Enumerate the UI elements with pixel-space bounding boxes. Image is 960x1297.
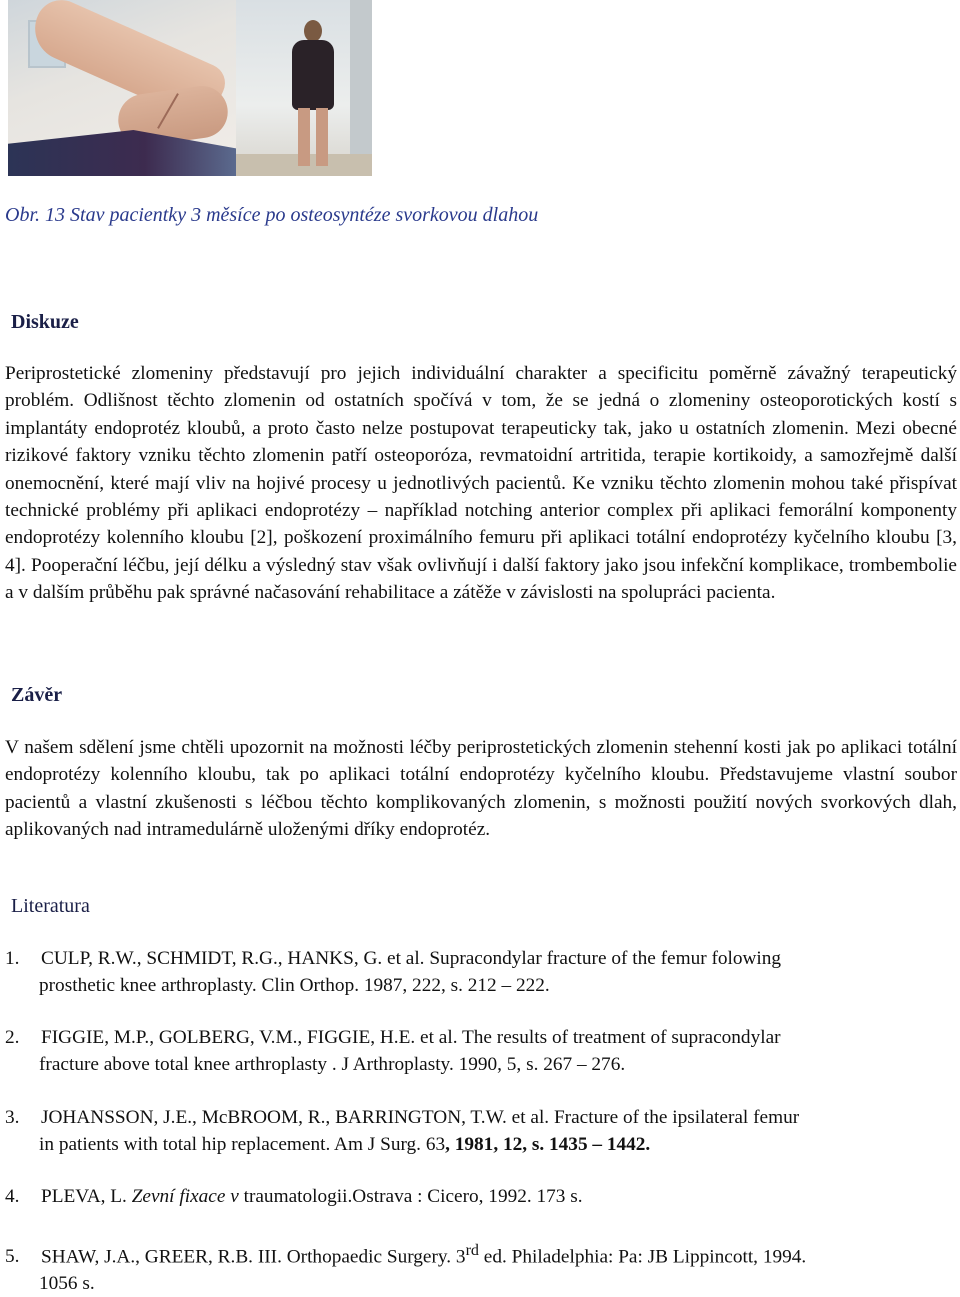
door xyxy=(350,0,372,176)
reference-line: JOHANSSON, J.E., McBROOM, R., BARRINGTON, T.W. et al. Fracture of the ipsilateral femur xyxy=(41,1107,800,1128)
photo-patient-leg xyxy=(8,0,236,176)
reference-segment: SHAW, J.A., GREER, R.B. III. Orthopaedic Surgery. 3 xyxy=(41,1246,466,1268)
reference-segment: traumatologii.Ostrava : Cicero, 1992. 173 s. xyxy=(238,1186,583,1207)
reference-line: prosthetic knee arthroplasty. Clin Orthop. 1987, 222, s. 212 – 222. xyxy=(39,974,550,996)
reference-number: 1. xyxy=(5,948,20,969)
reference-line: 1056 s. xyxy=(39,1272,95,1294)
reference-segment: PLEVA, L. xyxy=(41,1186,132,1207)
patient-body xyxy=(292,40,334,110)
reference-superscript: rd xyxy=(465,1242,479,1259)
reference-number: 5. xyxy=(5,1246,20,1268)
reference-5 xyxy=(5,1238,957,1297)
reference-segment: , 1981, 12, s. 1435 – 1442. xyxy=(445,1133,651,1155)
conclusion-paragraph: V našem sdělení jsme chtěli upozornit na možnosti léčby periprostetických zlomenin stehenní kosti jak po aplikaci totální endoprotézy kolenního kloubu, tak po aplikaci totální endoprotézy kyčelního kloubu. Představujeme vlastní soubor pacientů a vlastní zkušenosti s léčbou těchto komplikovaných zlomenin, s možnosti použití nových svorkových dlah, aplikovaných nad intramedulárně uloženými dříky endoprotéz. xyxy=(5,737,957,841)
discussion-paragraph: Periprostetické zlomeniny představují pro jejich individuální charakter a specificitu poměrně závažný terapeutický problém. Odlišnost těchto zlomenin od ostatních spočívá v tom, že se jedná o zlomeniny osteoporotických kostí s implantáty endoprotéz kloubů, a proto často nelze postupovat terapeuticky tak, jako u ostatních zlomenin. Mezi obecné rizikové faktory vzniku těchto zlomenin patří osteoporóza, revmatoidní artritida, terapie kortikoidy, a samozřejmě další onemocnění, které mají vliv na hojivé procesy u jednotlivých pacientů. Ke vzniku těchto zlomenin mohou také přispívat technické problémy při aplikaci endoprotézy – například notching anterior complex při aplikaci femorální komponenty endoprotézy kolenního kloubu [2], poškození proximálního femuru při aplikaci totální endoprotézy kyčelního kloubu [3, 4]. Pooperační léčbu, její délku a výsledný stav však ovlivňují i další faktory jako jsou infekční komplikace, trombembolie a v dalším průběhu pak správné načasování rehabilitace a zátěže v závislosti na spolupráci pacienta. xyxy=(5,363,957,604)
reference-line: CULP, R.W., SCHMIDT, R.G., HANKS, G. et al. Supracondylar fracture of the femur folowing xyxy=(41,948,782,969)
reference-2 xyxy=(5,1025,957,1078)
figure-13-photos xyxy=(8,0,372,176)
photo-patient-standing xyxy=(236,0,372,176)
reference-line xyxy=(5,1132,957,1159)
reference-number: 3. xyxy=(5,1107,20,1128)
reference-4 xyxy=(5,1184,957,1211)
literature-title: Literatura xyxy=(11,895,90,917)
reference-line: FIGGIE, M.P., GOLBERG, V.M., FIGGIE, H.E. et al. The results of treatment of supracondylar xyxy=(41,1027,781,1048)
reference-number: 4. xyxy=(5,1186,20,1207)
figure-caption: Obr. 13 Stav pacientky 3 měsíce po osteosyntéze svorkovou dlahou xyxy=(5,204,539,226)
reference-segment: ed. Philadelphia: Pa: JB Lippincott, 1994. xyxy=(478,1246,807,1268)
conclusion-heading: Závěr xyxy=(11,684,63,706)
reference-line: fracture above total knee arthroplasty . J Arthroplasty. 1990, 5, s. 267 – 276. xyxy=(39,1053,626,1075)
reference-italic-title: Zevní fixace v xyxy=(131,1186,239,1207)
discussion-heading: Diskuze xyxy=(11,311,79,333)
reference-3 xyxy=(5,1105,957,1158)
reference-1 xyxy=(5,946,957,999)
reference-segment: in patients with total hip replacement. Am J Surg. 63 xyxy=(39,1133,446,1155)
patient-legs xyxy=(298,108,328,166)
reference-number: 2. xyxy=(5,1027,20,1048)
patient-head xyxy=(304,20,322,42)
